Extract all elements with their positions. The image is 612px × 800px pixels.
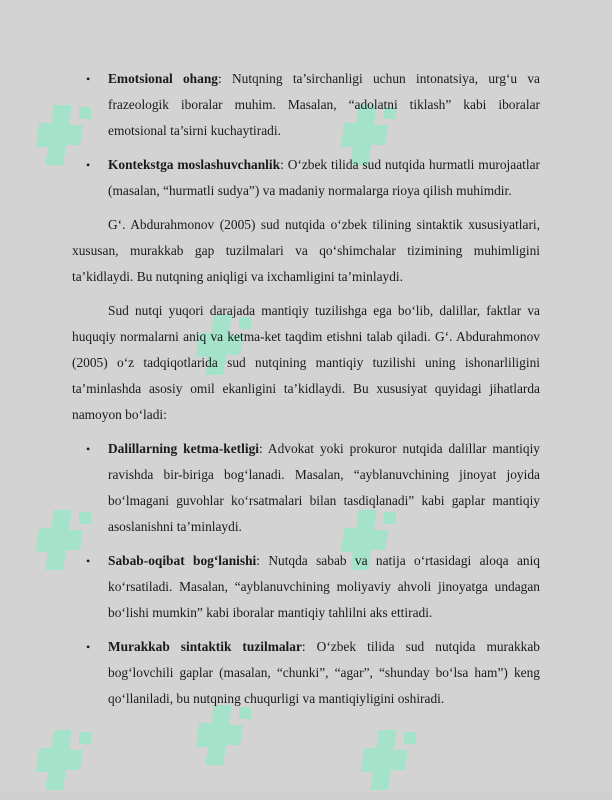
- bullet-dot-icon: •: [86, 72, 91, 86]
- bullet-term: Kontekstga moslashuvchanlik: [108, 157, 281, 172]
- bullet-item: [72, 548, 540, 626]
- bullet-item: [72, 634, 540, 712]
- paragraph: Sud nutqi yuqori darajada mantiqiy tuzilishga ega bo‘lib, dalillar, faktlar va huquqiy normalarni aniq va ketma-ket taqdim etishni talab qiladi. G‘. Abdurahmonov (2005) o‘z tadqiqotlarida sud nutqining mantiqiy tuzilishi uning ishonarliligini ta’minlashda asosiy omil ekanligini ta’kidlaydi. Bu xususiyat quyidagi jihatlarda namoyon bo‘ladi:: [72, 303, 540, 422]
- page-content: [72, 66, 540, 720]
- bullet-text: : O‘zbek tilida sud nutqida murakkab bog‘lovchili gaplar (masalan, “chunki”, “agar”, “shunday bo‘lsa ham”) keng qo‘llaniladi, bu nutqning chuqurligi va mantiqiyligini oshiradi.: [108, 639, 540, 706]
- bullet-text: : Advokat yoki prokuror nutqida dalillar mantiqiy ravishda bir-biriga bog‘lanadi. Masalan, “ayblanuvchining jinoyat joyida bo‘lmagani guvohlar ko‘rsatmalari bilan tasdiqlanadi” kabi gaplar mantiqiy asoslanishni ta’minlaydi.: [108, 441, 540, 534]
- paragraph: G‘. Abdurahmonov (2005) sud nutqida o‘zbek tilining sintaktik xususiyatlari, xususan, murakkab gap tuzilmalari va qo‘shimchalar tizimining muhimligini ta’kidlaydi. Bu nutqning aniqligi va ixchamligini ta’minlaydi.: [72, 217, 540, 284]
- bullet-item: [72, 66, 540, 144]
- bullet-dot-icon: •: [86, 158, 91, 172]
- bullet-term: Dalillarning ketma-ketligi: [108, 441, 259, 456]
- bullet-text: : O‘zbek tilida sud nutqida hurmatli murojaatlar (masalan, “hurmatli sudya”) va madaniy normalarga rioya qilish muhimdir.: [108, 157, 540, 198]
- bullet-term: Murakkab sintaktik tuzilmalar: [108, 639, 302, 654]
- bullet-dot-icon: •: [86, 442, 91, 456]
- bullet-term: Emotsional ohang: [108, 71, 218, 86]
- bullet-item: [72, 152, 540, 204]
- bullet-item: [72, 436, 540, 540]
- bullet-text: : Nutqda sabab va natija o‘rtasidagi aloqa aniq ko‘rsatiladi. Masalan, “ayblanuvchining moliyaviy ahvoli jinoyatga undagan bo‘lishi mumkin” kabi iboralar mantiqiy tahlilni aks ettiradi.: [108, 553, 540, 620]
- bullet-text: : Nutqning ta’sirchanligi uchun intonatsiya, urg‘u va frazeologik iboralar muhim. Masalan, “adolatni tiklash” kabi iboralar emotsional ta’sirni kuchaytiradi.: [108, 71, 540, 138]
- bullet-term: Sabab-oqibat bog‘lanishi: [108, 553, 257, 568]
- bullet-dot-icon: •: [86, 640, 91, 654]
- bullet-dot-icon: •: [86, 554, 91, 568]
